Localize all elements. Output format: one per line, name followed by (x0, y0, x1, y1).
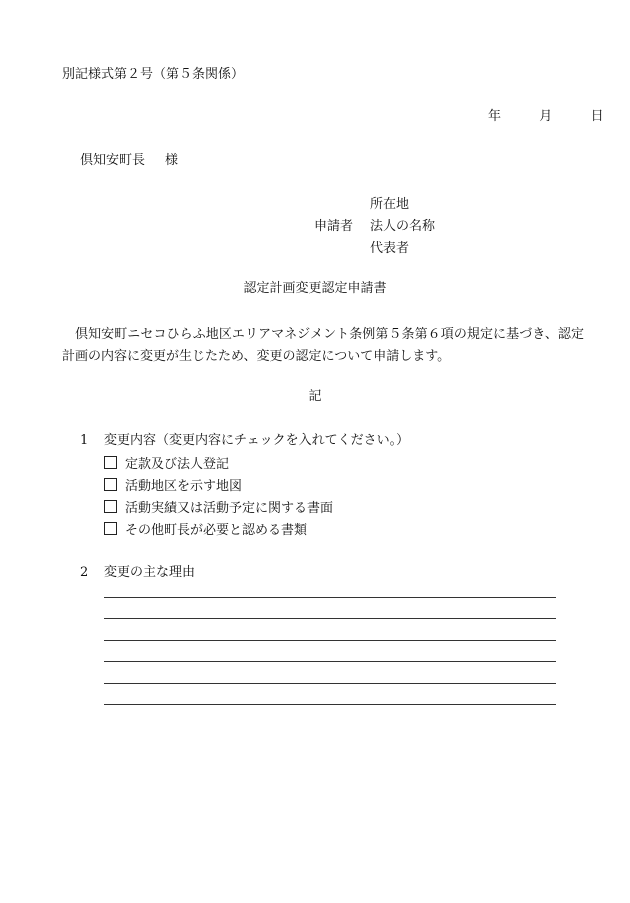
reason-line[interactable] (104, 683, 556, 684)
addressee (80, 152, 178, 170)
date-year: 年 (488, 109, 502, 124)
body-text: 倶知安町ニセコひらふ地区エリアマネジメント条例第５条第６項の規定に基づき、認定計画の内容に変更が生じたため、変更の認定について申請します。 (62, 327, 584, 364)
addressee-honorific: 様 (165, 153, 179, 168)
checklist-item-label: 活動実績又は活動予定に関する書面 (125, 501, 334, 516)
reason-line[interactable] (104, 597, 556, 598)
applicant-block (314, 194, 435, 260)
applicant-field-representative: 代表者 (370, 241, 410, 256)
checklist-item-label: 定款及び法人登記 (125, 457, 230, 472)
checklist-item-label: その他町長が必要と認める書類 (125, 523, 308, 538)
change-checklist (104, 454, 333, 542)
form-label: 別記様式第２号（第５条関係） (62, 67, 245, 82)
applicant-role: 申請者 (314, 219, 354, 234)
checkbox-icon[interactable] (104, 456, 117, 469)
date-line (488, 108, 604, 126)
reason-line[interactable] (104, 640, 556, 641)
checklist-item (104, 476, 333, 498)
addressee-name: 倶知安町長 (80, 153, 146, 168)
reason-line[interactable] (104, 618, 556, 619)
reason-line[interactable] (104, 661, 556, 662)
section-2-title: 変更の主な理由 (104, 565, 196, 580)
checkbox-icon[interactable] (104, 500, 117, 513)
section-2-heading (80, 564, 195, 582)
reason-line[interactable] (104, 704, 556, 705)
applicant-field-address: 所在地 (370, 197, 410, 212)
section-1-heading (80, 432, 409, 450)
checkbox-icon[interactable] (104, 522, 117, 535)
document-title: 認定計画変更認定申請書 (243, 281, 387, 296)
date-month: 月 (539, 109, 553, 124)
section-2-number: 2 (80, 565, 89, 580)
checklist-item (104, 454, 333, 476)
applicant-field-corp-name: 法人の名称 (370, 219, 436, 234)
checklist-item-label: 活動地区を示す地図 (125, 479, 243, 494)
section-1-number: 1 (80, 433, 89, 448)
section-1-title: 変更内容（変更内容にチェックを入れてください。） (104, 433, 410, 448)
checklist-item (104, 498, 333, 520)
checkbox-icon[interactable] (104, 478, 117, 491)
date-day: 日 (590, 109, 604, 124)
ki-heading: 記 (308, 389, 322, 404)
checklist-item (104, 520, 333, 542)
